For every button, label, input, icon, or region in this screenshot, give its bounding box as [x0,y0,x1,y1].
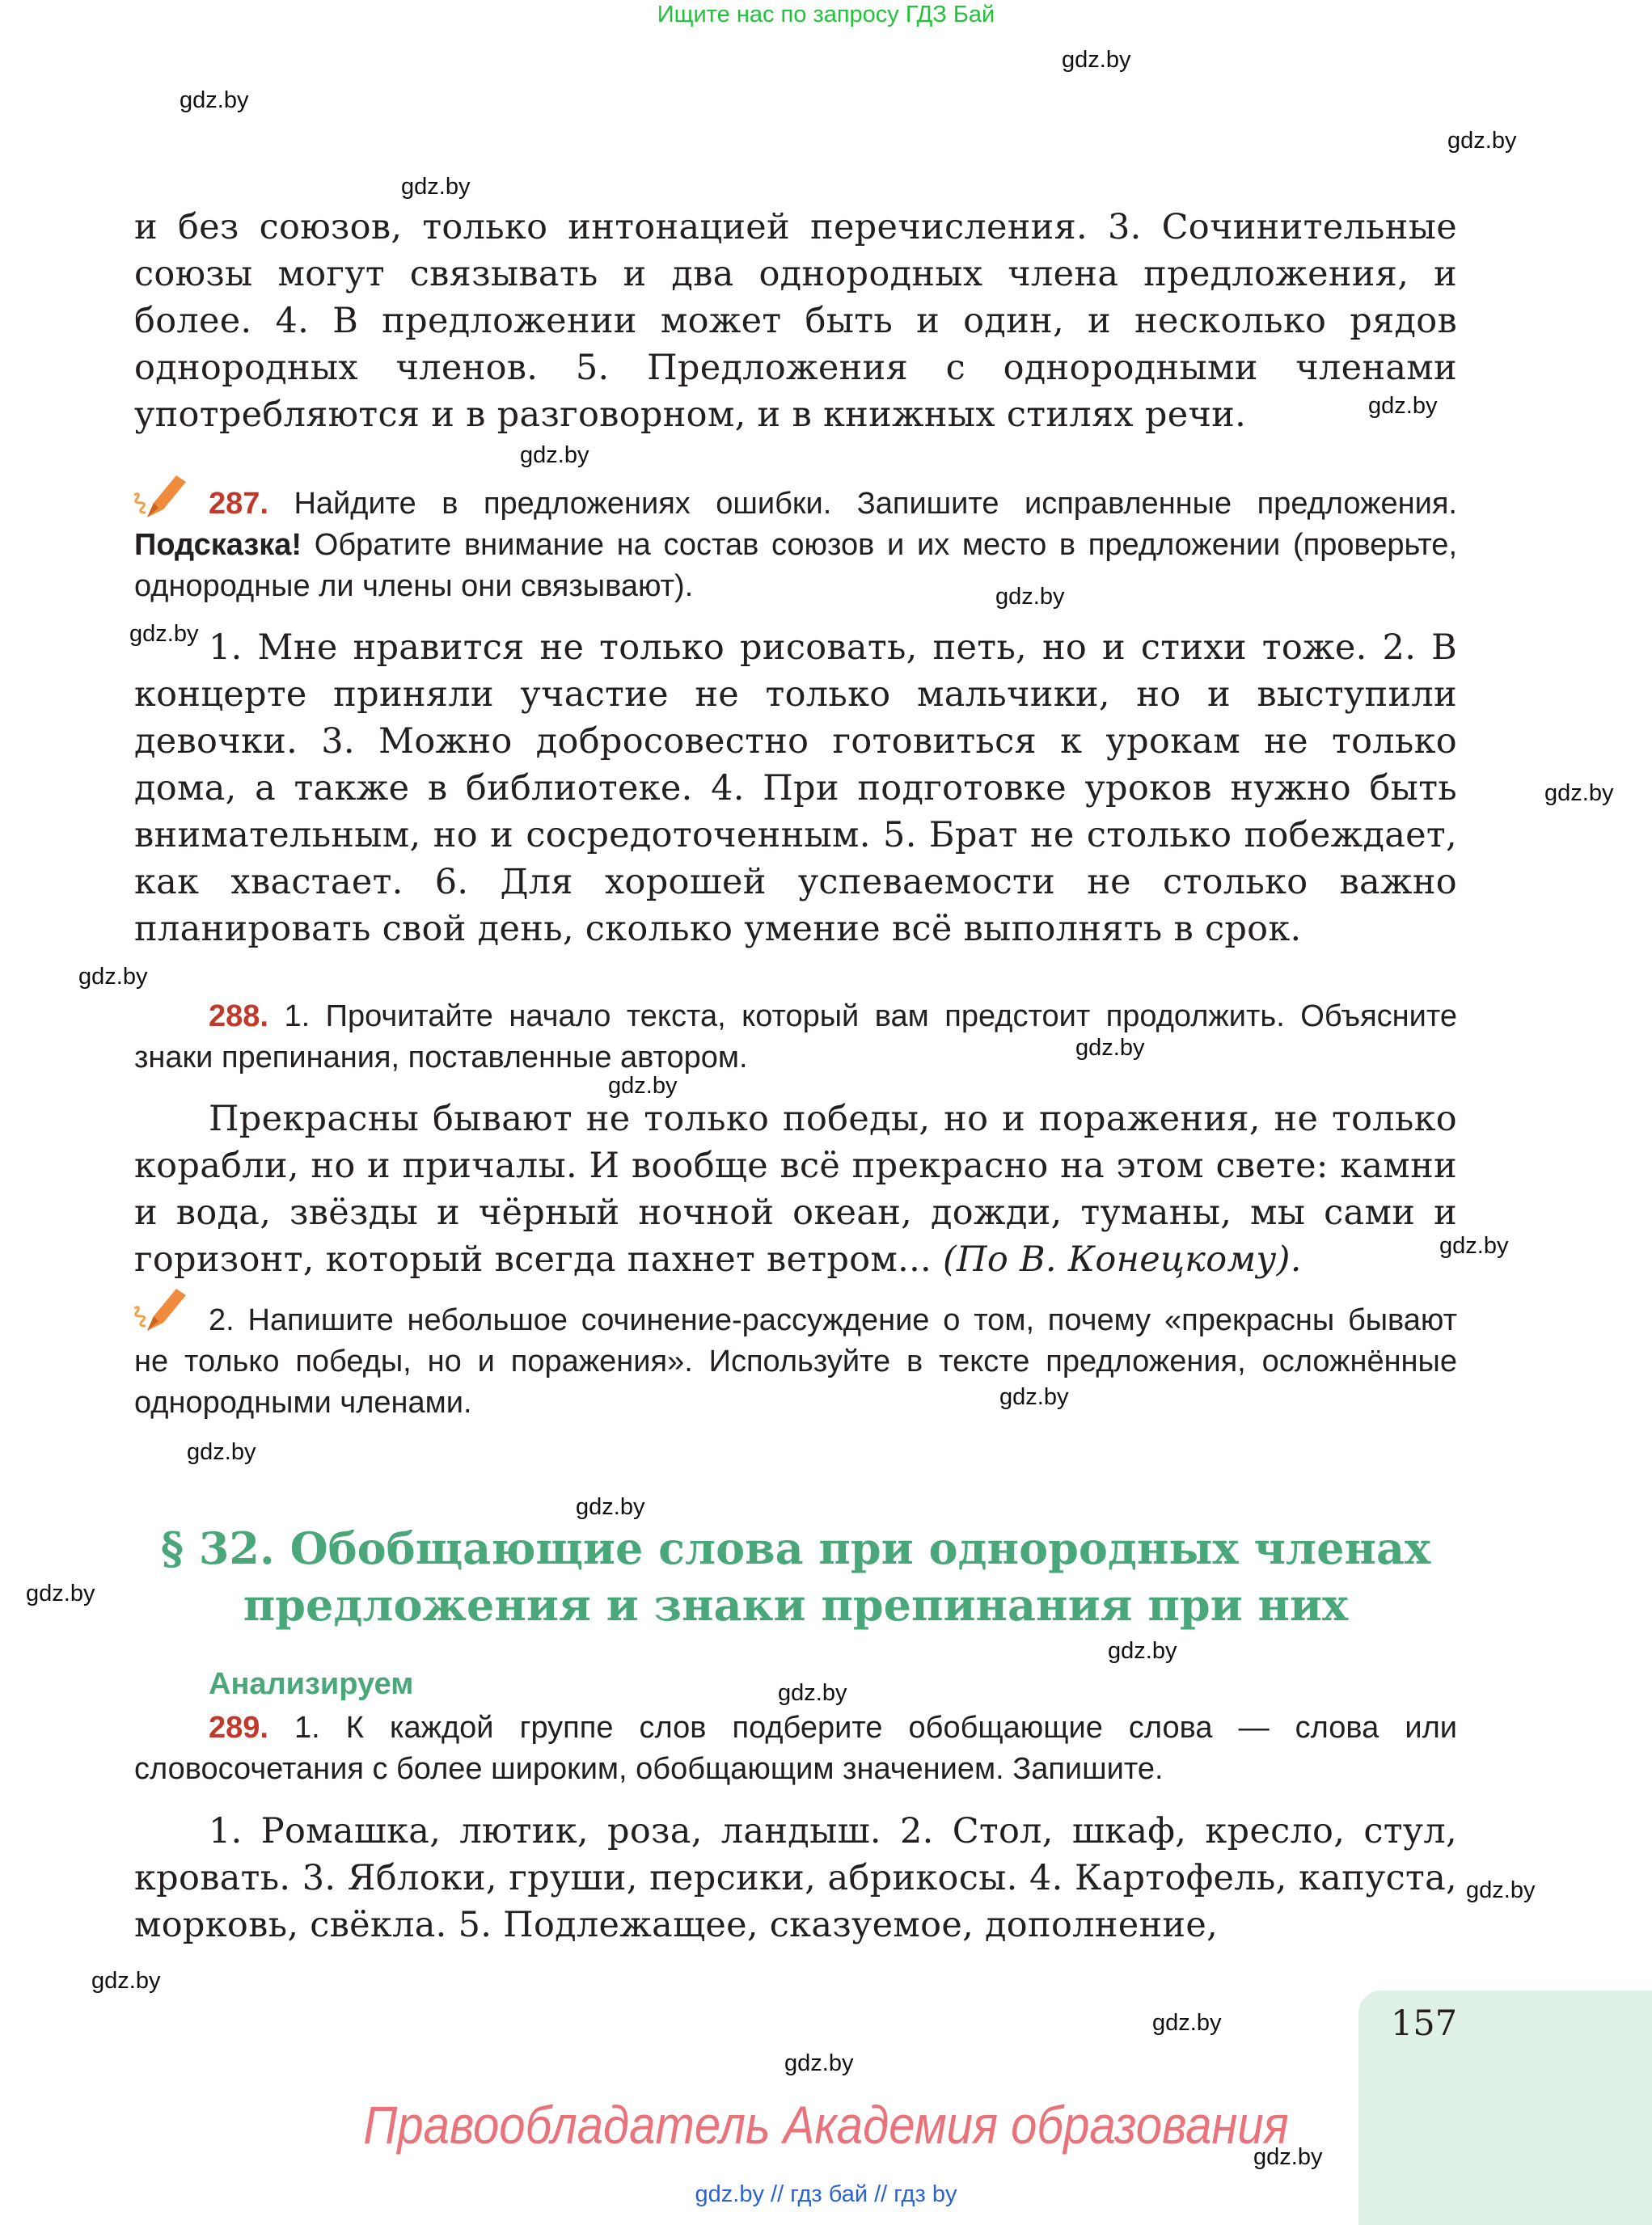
watermark: gdz.by [1253,2144,1323,2170]
watermark: gdz.by [784,2050,854,2076]
intro-text: и без союзов, только интонацией перечисления. 3. Сочинительные союзы могут связывать и два однородных члена предложения, и более. 4. В предложении может быть и один, и несколько рядов однородных членов. 5. Предложения с однородными членами употребляются и в разговорном, и в книжных стилях речи. [134,207,1457,435]
section-title-line1: § 32. Обобщающие слова при однородных членах [160,1522,1431,1574]
watermark: gdz.by [1544,780,1614,806]
exercise-288-task1 [134,996,1457,1079]
watermark: gdz.by [1368,393,1438,419]
citation: (По В. Конецкому). [942,1239,1302,1280]
exercise-288-text [134,1096,1457,1283]
task-text: 2. Напишите небольшое сочинение-рассуждение о том, почему «прекрасны бывают не только победы, но и поражения». Используйте в тексте предложения, осложнённые однородными членами. [134,1303,1457,1420]
watermark: gdz.by [520,442,589,468]
page-number: 157 [1391,2003,1458,2044]
task-text: Обратите внимание на состав союзов и их место в предложении (проверьте, однородные ли члены они связывают). [134,528,1457,603]
exercise-text: Прекрасны бывают не только победы, но и поражения, не только корабли, но и причалы. И вообще всё прекрасно на этом свете: камни и вода, звёзды и чёрный ночной океан, дожди, туманы, мы сами и горизонт, который всегда пахнет ветром... [134,1099,1457,1280]
watermark: gdz.by [995,584,1065,610]
exercise-289-task [134,1708,1457,1790]
hint-label: Подсказка! [134,528,302,562]
section-title-line2: предложения и знаки препинания при них [243,1579,1349,1631]
watermark: gdz.by [78,964,148,990]
watermark: gdz.by [180,87,249,113]
watermark: gdz.by [129,621,199,647]
watermark: gdz.by [1447,128,1517,154]
intro-paragraph [134,204,1457,438]
watermark: gdz.by [401,174,471,200]
watermark: gdz.by [999,1384,1069,1410]
exercise-text: 1. Мне нравится не только рисовать, петь, но и стихи тоже. 2. В концерте приняли участие не только мальчики, но и выступили девочки. 3. Можно добросовестно готовиться к урокам не только дома, а также в библиотеке. 4. При подготовке уроков нужно быть внимательным, но и сосредоточенным. 5. Брат не столько побеждает, как хвастает. 6. Для хорошей успеваемости не столько важно планировать свой день, сколько умение всё выполнять в срок. [134,627,1457,949]
watermark: gdz.by [1466,1877,1536,1903]
watermark: gdz.by [1062,47,1131,73]
task-text: Найдите в предложениях ошибки. Запишите исправленные предложения. [294,487,1457,521]
task-text: 1. Прочитайте начало текста, который вам предстоит продолжить. Объясните знаки препинания, поставленные автором. [134,999,1457,1075]
task-text: 1. К каждой группе слов подберите обобщающие слова — слова или словосочетания с более широким, обобщающим значением. Запишите. [134,1711,1457,1786]
subheading: Анализируем [209,1667,414,1701]
watermark: gdz.by [1075,1035,1145,1061]
watermark: gdz.by [1108,1638,1177,1664]
section-title [134,1520,1457,1633]
exercise-number: 287. [209,487,268,521]
exercise-287-task [134,483,1457,607]
exercise-288-task2 [134,1300,1457,1424]
watermark: gdz.by [1152,2010,1222,2036]
exercise-text: 1. Ромашка, лютик, роза, ландыш. 2. Стол, шкаф, кресло, стул, кровать. 3. Яблоки, груши, персики, абрикосы. 4. Картофель, капуста, морковь, свёкла. 5. Подлежащее, сказуемое, дополнение, [134,1811,1457,1945]
watermark: gdz.by [91,1968,161,1994]
watermark: gdz.by [1439,1233,1509,1259]
exercise-number: 289. [209,1711,268,1745]
exercise-287-text [134,624,1457,952]
exercise-289-text [134,1808,1457,1948]
watermark: gdz.by [26,1581,95,1606]
watermark: gdz.by [778,1680,847,1706]
watermark: gdz.by [576,1494,645,1520]
exercise-number: 288. [209,999,268,1033]
footer-links[interactable]: gdz.by // гдз бай // гдз by [695,2181,957,2207]
rights-holder: Правообладатель Академия образования [363,2095,1289,2155]
watermark: gdz.by [608,1073,678,1099]
watermark: gdz.by [187,1439,256,1465]
top-banner[interactable]: Ищите нас по запросу ГДЗ Бай [657,2,995,27]
